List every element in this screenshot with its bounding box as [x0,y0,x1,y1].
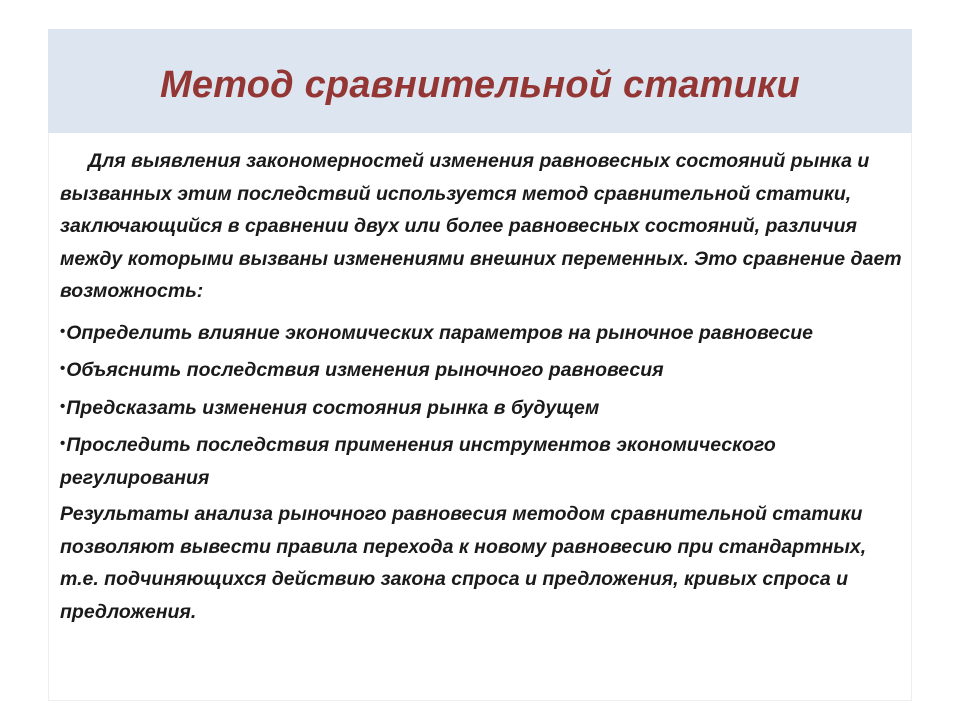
bullet-text: Проследить последствия применения инструментов экономического регулирования [60,434,776,489]
intro-paragraph: Для выявления закономерностей изменения равновесных состояний рынка и вызванных этим последствий используется метод сравнительной статики, заключающийся в сравнении двух или более равновесных состояний, различия между которыми вызваны изменениями внешних переменных. Это сравнение дает возможность: [60,150,902,302]
slide-body [60,145,905,632]
bullet-text: Объяснить последствия изменения рыночного равновесия [66,359,664,381]
bullet-icon: • [60,435,66,452]
bullet-text: Предсказать изменения состояния рынка в будущем [66,396,600,419]
title-band [48,29,912,133]
bullet-item [60,428,905,494]
bullet-icon: • [60,397,66,415]
bullet-item [60,316,905,350]
conclusion-paragraph: Результаты анализа рыночного равновесия методом сравнительной статики позволяют вывести правила перехода к новому равновесию при стандартных, т.е. подчиняющихся действию закона спроса и предложения, кривых спроса и предложения. [60,503,867,623]
bullet-item [60,353,905,387]
bullet-item [60,391,905,425]
slide-title: Метод сравнительной статики [160,63,800,106]
bullet-text: Определить влияние экономических параметров на рыночное равновесие [66,321,814,344]
bullet-icon: • [60,322,66,340]
bullet-icon: • [60,360,66,377]
